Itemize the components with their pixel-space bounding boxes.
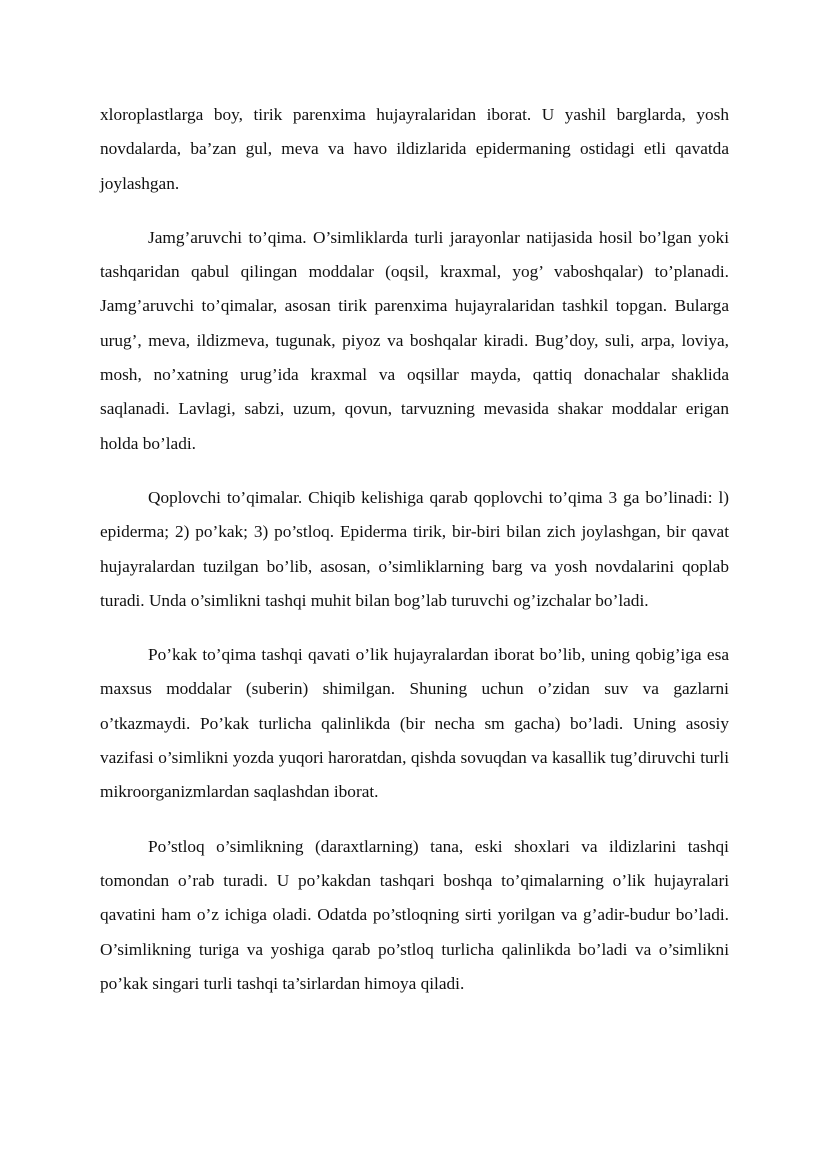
paragraph-bark: Po’stloq o’simlikning (daraxtlarning) tana, eski shoxlari va ildizlarini tashqi tomondan o’rab turadi. U po’kakdan tashqari boshqa to’qimalarning o’lik hujayralari qavatini ham o’z ichiga oladi. Odatda po’stloqning sirti yorilgan va g’adir-budur bo’ladi. O’simlikning turiga va yoshiga qarab po’stloq turlicha qalinlikda bo’ladi va o’simlikni po’kak singari turli tashqi ta’sirlardan himoya qiladi. xyxy=(100,836,729,993)
paragraph-covering-tissues: Qoplovchi to’qimalar. Chiqib kelishiga qarab qoplovchi to’qima 3 ga bo’linadi: l) epiderma; 2) po’kak; 3) po’stloq. Epiderma tirik, bir-biri bilan zich joylashgan, bir qavat hujayralardan tuzilgan bo’lib, asosan, o’simliklarning barg va yosh novdalarini qoplab turadi. Unda o’simlikni tashqi muhit bilan bog’lab turuvchi og’izchalar bo’ladi. xyxy=(100,487,729,610)
paragraph-continuation: xloroplastlarga boy, tirik parenxima hujayralaridan iborat. U yashil barglarda, yosh novdalarda, ba’zan gul, meva va havo ildizlarida epidermaning ostidagi etli qavatda joylashgan. xyxy=(100,105,729,193)
paragraph-cork-tissue: Po’kak to’qima tashqi qavati o’lik hujayralardan iborat bo’lib, uning qobig’iga esa maxsus moddalar (suberin) shimilgan. Shuning uchun o’zidan suv va gazlarni o’tkazmaydi. Po’kak turlicha qalinlikda (bir necha sm gacha) bo’ladi. Uning asosiy vazifasi o’simlikni yozda yuqori haroratdan, qishda sovuqdan va kasallik tug’diruvchi turli mikroorganizmlardan saqlashdan iborat. xyxy=(100,645,729,802)
document-body xyxy=(100,98,729,1021)
paragraph-storage-tissue: Jamg’aruvchi to’qima. O’simliklarda turli jarayonlar natijasida hosil bo’lgan yoki tashqaridan qabul qilingan moddalar (oqsil, kraxmal, yog’ vaboshqalar) to’planadi. Jamg’aruvchi to’qimalar, asosan tirik parenxima hujayralaridan tashkil topgan. Bularga urug’, meva, ildizmeva, tugunak, piyoz va boshqalar kiradi. Bug’doy, suli, arpa, loviya, mosh, no’xatning urug’ida kraxmal va oqsillar mayda, qattiq donachalar shaklida saqlanadi. Lavlagi, sabzi, uzum, qovun, tarvuzning mevasida shakar moddalar erigan holda bo’ladi. xyxy=(100,227,729,453)
